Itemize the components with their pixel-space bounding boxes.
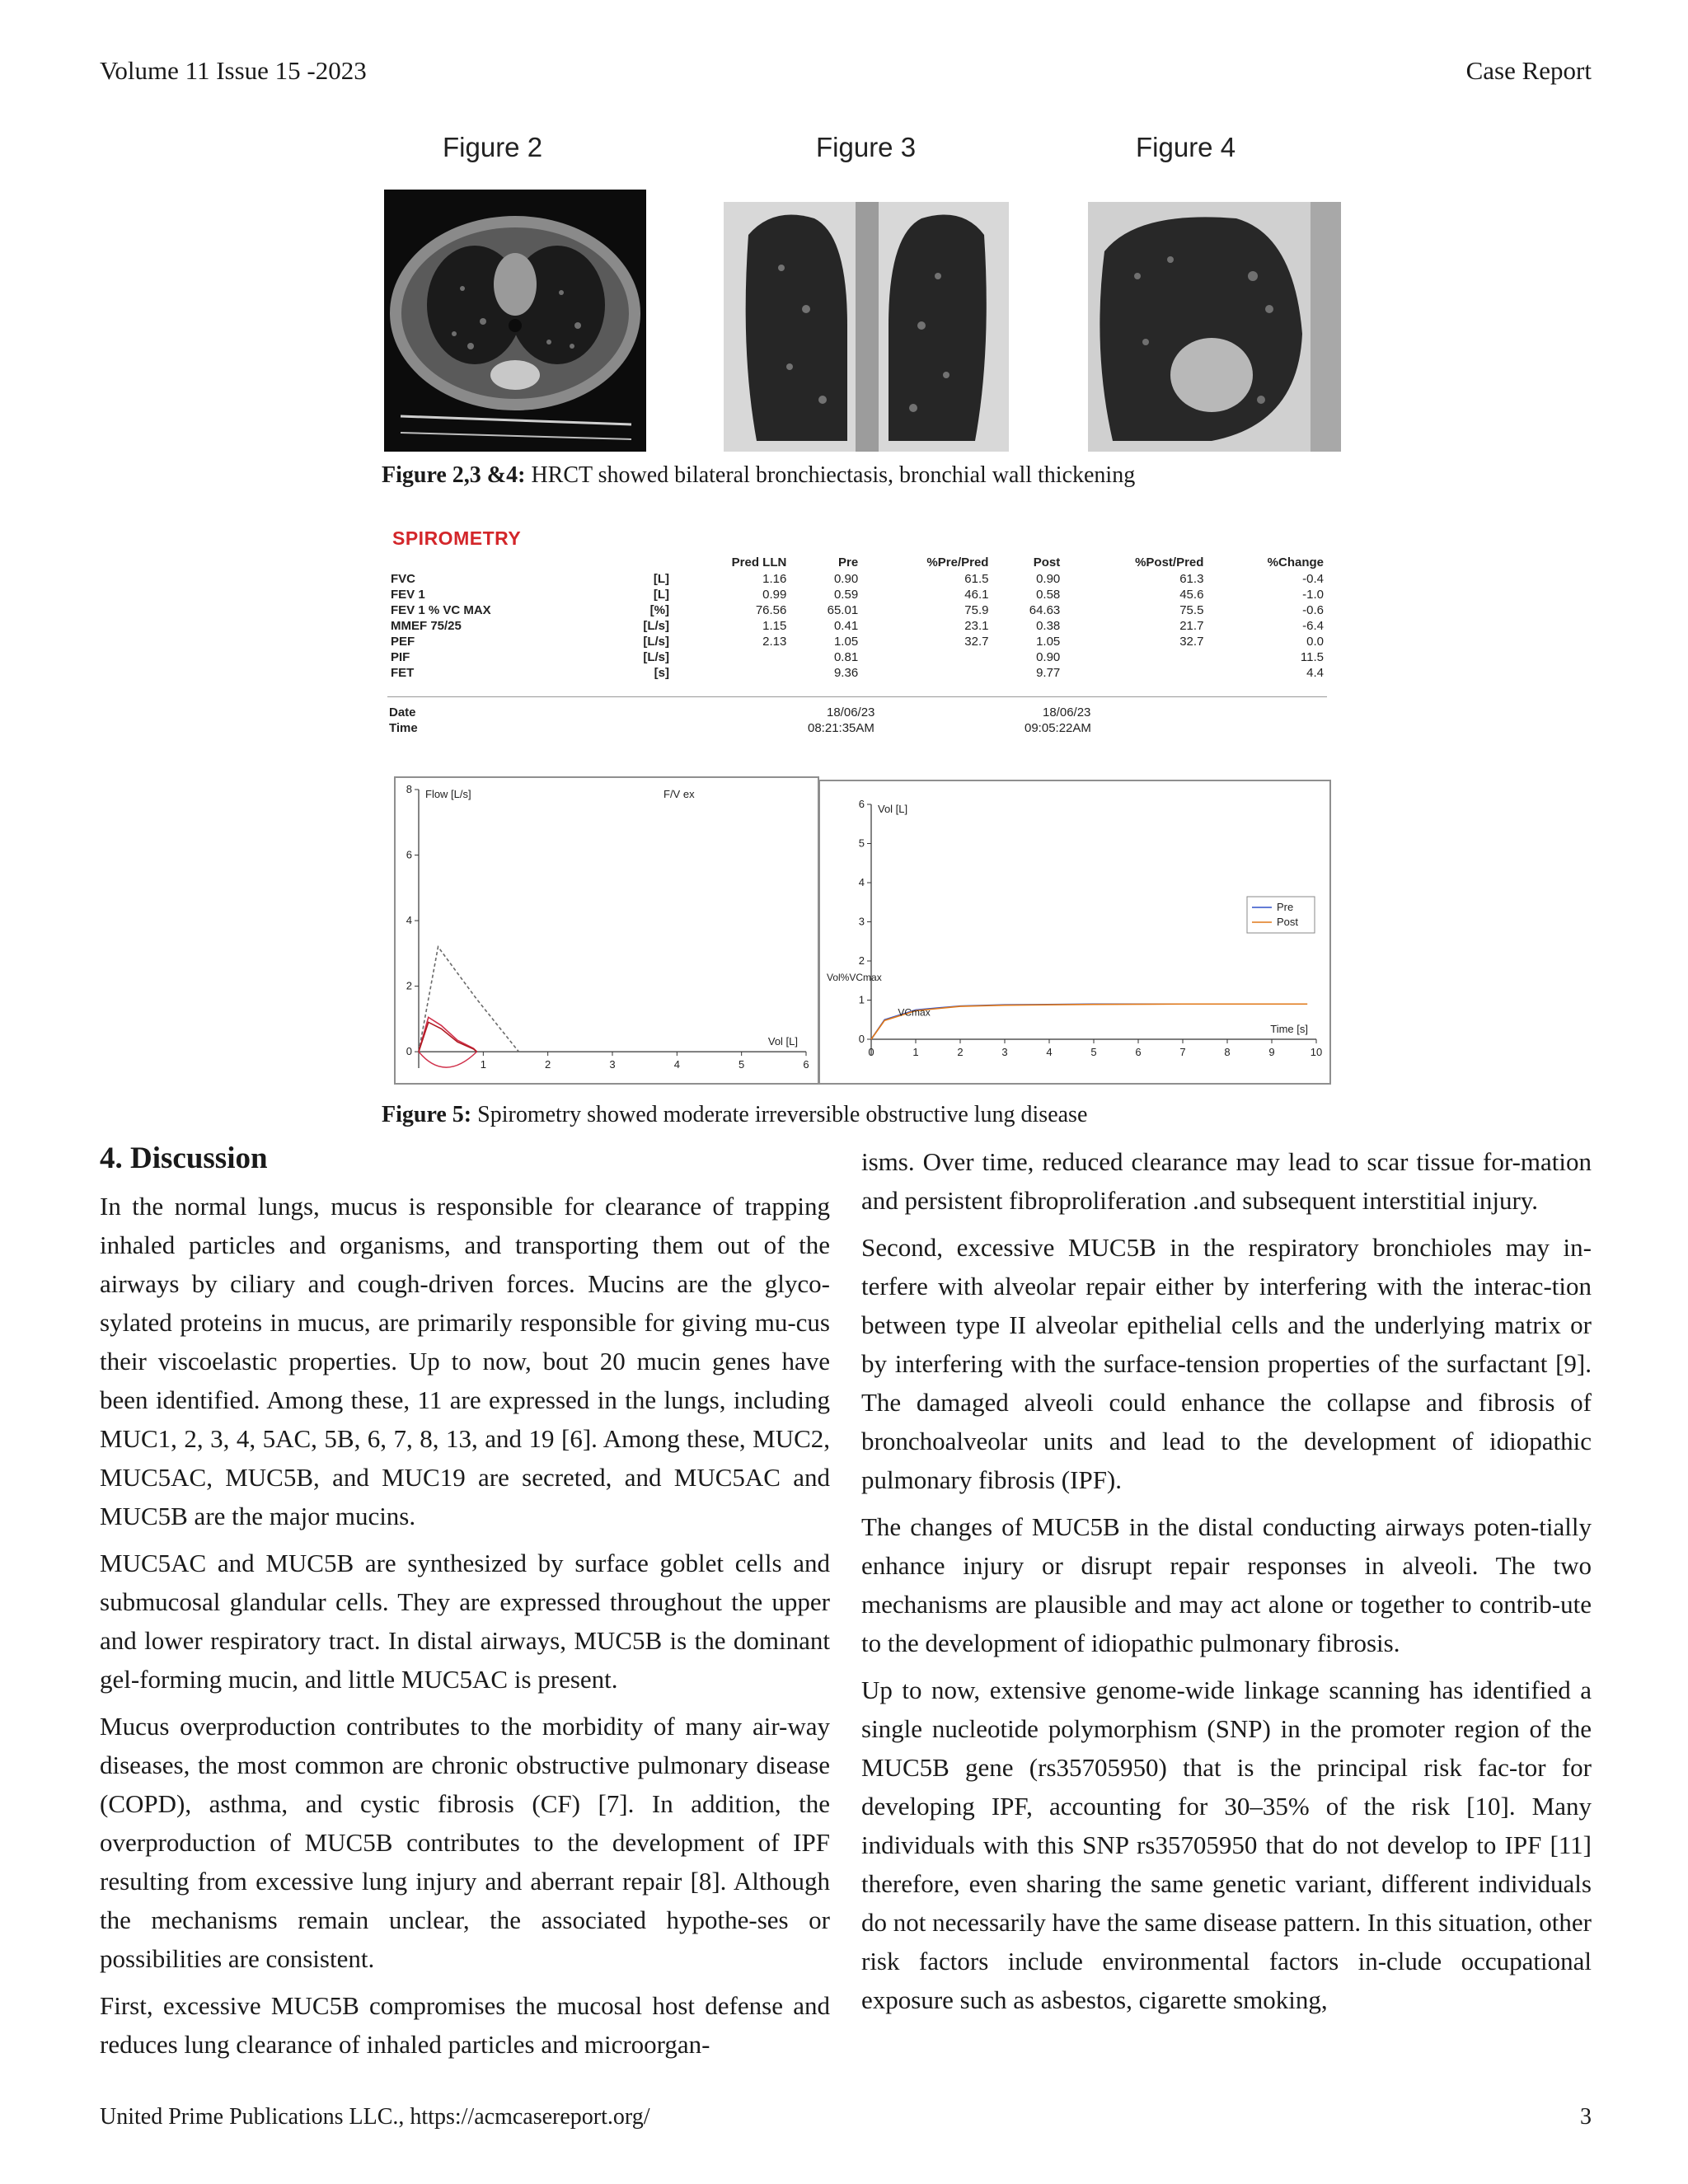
spirometry-cell: FET bbox=[391, 666, 415, 680]
spirometry-row bbox=[387, 618, 1327, 634]
col-header bbox=[567, 554, 673, 571]
caption-text: Spirometry showed moderate irreversible obstructive lung disease bbox=[471, 1102, 1088, 1127]
spirometry-cell: [L/s] bbox=[643, 635, 669, 649]
paragraph: MUC5AC and MUC5B are synthesized by surface goblet cells and submucosal glandular cells. They are expressed throughout the upper and lower respiratory tract. In distal airways, MUC5B is the dominant gel-forming mucin, and little MUC5AC is present. bbox=[100, 1549, 830, 1694]
inspiratory-loop-pre bbox=[419, 1052, 477, 1067]
figure-2-label: Figure 2 bbox=[443, 132, 543, 162]
paragraph: The changes of MUC5B in the distal conducting airways poten-tially enhance injury or disrupt repair responses in alveoli. The two mechanisms are plausible and may act alone or together to contrib-ute to the development of idiopathic pulmonary fibrosis. bbox=[861, 1512, 1592, 1657]
spirometry-cell: 45.6 bbox=[1179, 588, 1204, 602]
x-tick-label: 3 bbox=[609, 1058, 616, 1071]
spirometry-cell: [L] bbox=[653, 572, 669, 586]
paragraph: In the normal lungs, mucus is responsible for clearance of trapping inhaled particles and organisms, and transporting them out of the airways by ciliary and cough-driven forces. Mucins are the glyco-sylated proteins in mucus, are primarily responsible for giving mu-cus their viscoelastic properties. Up to now, bout 20 mucin genes have been identified. Among these, 11 are expressed in the lungs, including MUC1, 2, 3, 4, 5AC, 5B, 6, 7, 8, 13, and 19 [6]. Among these, MUC2, MUC5AC, MUC5B, and MUC19 are secreted, and MUC5AC and MUC5B are the major mucins. bbox=[100, 1192, 830, 1530]
annotation-vol-vcmax: Vol%VCmax bbox=[827, 971, 882, 983]
spirometry-cell bbox=[673, 665, 790, 681]
spirometry-cell: -6.4 bbox=[1302, 619, 1324, 633]
running-header-volume: Volume 11 Issue 15 -2023 bbox=[100, 56, 367, 85]
spirometry-cell: 0.58 bbox=[1036, 588, 1061, 602]
spirometry-cell: 32.7 bbox=[1179, 635, 1204, 649]
spirometry-cell bbox=[861, 665, 992, 681]
spirometry-divider bbox=[387, 696, 1327, 697]
spirometry-cell: 23.1 bbox=[964, 619, 989, 633]
spirometry-cell: FEV 1 bbox=[391, 588, 425, 602]
spirometry-cell: 61.5 bbox=[964, 572, 989, 586]
x-tick-label: 4 bbox=[1046, 1046, 1053, 1058]
spirometry-cell: [L] bbox=[653, 588, 669, 602]
pre-time: 08:21:35AM bbox=[808, 721, 874, 735]
volume-time-chart-frame bbox=[818, 780, 1331, 1085]
y-tick-label: 6 bbox=[858, 798, 865, 810]
x-tick-label: 6 bbox=[1135, 1046, 1142, 1058]
spirometry-cell: 61.3 bbox=[1179, 572, 1204, 586]
x-tick-label: 3 bbox=[1001, 1046, 1008, 1058]
post-time: 09:05:22AM bbox=[1025, 721, 1091, 735]
spirometry-cell: -1.0 bbox=[1302, 588, 1324, 602]
section-title-discussion: 4. Discussion bbox=[100, 1141, 268, 1175]
spirometry-row bbox=[387, 665, 1327, 681]
y-tick-label: 2 bbox=[406, 979, 412, 992]
spirometry-row bbox=[387, 571, 1327, 587]
discussion-right-column bbox=[861, 1142, 1592, 2027]
caption-label: Figure 5: bbox=[382, 1102, 472, 1127]
spirometry-cell bbox=[1063, 665, 1207, 681]
date-label: Date bbox=[389, 705, 416, 719]
spirometry-cell: PIF bbox=[391, 650, 410, 664]
paragraph: isms. Over time, reduced clearance may lead to scar tissue for-mation and persistent fibroproliferation .and subsequent interstitial injury. bbox=[861, 1147, 1592, 1215]
x-tick-label: 6 bbox=[803, 1058, 809, 1071]
x-tick-label: 1 bbox=[480, 1058, 486, 1071]
spirometry-cell: 9.77 bbox=[1036, 666, 1061, 680]
paragraph: First, excessive MUC5B compromises the mucosal host defense and reduces lung clearance of inhaled particles and microorgan- bbox=[100, 1991, 830, 2059]
spirometry-cell: -0.4 bbox=[1302, 572, 1324, 586]
spirometry-cell: PEF bbox=[391, 635, 415, 649]
footer-publisher: United Prime Publications LLC., https://acmcasereport.org/ bbox=[100, 2104, 650, 2130]
series-line-predicted bbox=[419, 947, 518, 1052]
y-tick-label: 2 bbox=[858, 954, 865, 967]
spirometry-row bbox=[387, 587, 1327, 602]
spirometry-row bbox=[387, 602, 1327, 618]
spirometry-cell: 4.4 bbox=[1306, 666, 1324, 680]
y-tick-label: 0 bbox=[406, 1045, 412, 1058]
spirometry-cell bbox=[1063, 649, 1207, 665]
spirometry-cell: 1.15 bbox=[762, 619, 787, 633]
spirometry-cell: 0.90 bbox=[833, 572, 859, 586]
spirometry-cell bbox=[861, 649, 992, 665]
spirometry-header-row bbox=[387, 554, 1327, 571]
spirometry-cell: 11.5 bbox=[1300, 650, 1324, 664]
x-tick-label: 10 bbox=[1310, 1046, 1323, 1058]
paragraph: Mucus overproduction contributes to the morbidity of many air-way diseases, the most common are chronic obstructive pulmonary disease (COPD), asthma, and cystic fibrosis (CF) [7]. In addition, the overproduction of MUC5B contributes to the development of IPF resulting from excessive lung injury and aberrant repair [8]. Although the mechanisms remain unclear, the associated hypothe-ses or possibilities are consistent. bbox=[100, 1712, 830, 1973]
x-tick-label: 5 bbox=[1090, 1046, 1097, 1058]
caption-label: Figure 2,3 &4: bbox=[382, 462, 526, 488]
spirometry-cell: 0.38 bbox=[1036, 619, 1061, 633]
spirometry-cell: 2.13 bbox=[762, 635, 787, 649]
y-tick-label: 6 bbox=[406, 848, 412, 861]
y-tick-label: 3 bbox=[858, 915, 865, 928]
spirometry-row bbox=[387, 634, 1327, 649]
y-tick-label: 0 bbox=[858, 1033, 865, 1045]
col-header bbox=[387, 554, 567, 571]
spirometry-cell: FEV 1 % VC MAX bbox=[391, 603, 491, 617]
x-tick-label: 0 bbox=[868, 1046, 874, 1058]
y-tick-label: 8 bbox=[406, 783, 412, 795]
legend-entry: Post bbox=[1277, 916, 1299, 928]
spirometry-cell: 75.5 bbox=[1179, 603, 1204, 617]
annotation-vcmax: VCmax bbox=[898, 1006, 931, 1019]
col-header: %Change bbox=[1267, 555, 1324, 569]
figure-3-ct-coronal-image bbox=[724, 202, 1009, 452]
spirometry-cell: [%] bbox=[649, 603, 669, 617]
spirometry-cell: 75.9 bbox=[964, 603, 989, 617]
y-axis-label: Vol [L] bbox=[878, 803, 908, 815]
spirometry-cell: 1.16 bbox=[762, 572, 787, 586]
spirometry-title: SPIROMETRY bbox=[392, 527, 522, 549]
spirometry-cell: 9.36 bbox=[833, 666, 859, 680]
spirometry-cell: 0.90 bbox=[1036, 650, 1061, 664]
x-tick-label: 5 bbox=[738, 1058, 745, 1071]
paragraph: Second, excessive MUC5B in the respiratory bronchioles may in-terfere with alveolar repair either by interfering with the interac-tion between type II alveolar epithelial cells and the underlying matrix or by interfering with the surface-tension properties of the surfactant [9]. The damaged alveoli could enhance the collapse and fibrosis of bronchoalveolar units and lead to the development of idiopathic pulmonary fibrosis (IPF). bbox=[861, 1233, 1592, 1494]
spirometry-cell: 21.7 bbox=[1179, 619, 1204, 633]
spirometry-cell: [s] bbox=[654, 666, 669, 680]
y-axis-label: Flow [L/s] bbox=[425, 788, 471, 800]
spirometry-row bbox=[387, 649, 1327, 665]
spirometry-cell: 1.05 bbox=[1036, 635, 1061, 649]
y-tick-label: 4 bbox=[406, 914, 412, 927]
figure-4-label: Figure 4 bbox=[1136, 132, 1236, 162]
running-header-type: Case Report bbox=[1465, 56, 1592, 85]
discussion-left-column bbox=[100, 1187, 830, 2072]
spirometry-cell: 65.01 bbox=[827, 603, 859, 617]
legend-entry: Pre bbox=[1277, 901, 1294, 913]
x-tick-label: 2 bbox=[545, 1058, 551, 1071]
spirometry-cell: 0.90 bbox=[1036, 572, 1061, 586]
y-tick-label: 1 bbox=[858, 993, 865, 1006]
spirometry-cell: 1.05 bbox=[833, 635, 859, 649]
spirometry-cell: 0.99 bbox=[762, 588, 787, 602]
x-tick-label: 8 bbox=[1224, 1046, 1231, 1058]
col-header: %Pre/Pred bbox=[926, 555, 989, 569]
figure-2-ct-axial-image bbox=[384, 190, 646, 452]
spirometry-cell: 0.59 bbox=[833, 588, 859, 602]
flow-volume-chart-frame bbox=[394, 776, 819, 1085]
x-axis-label: Vol [L] bbox=[767, 1035, 798, 1048]
spirometry-cell: 0.81 bbox=[833, 650, 859, 664]
spirometry-cell: [L/s] bbox=[643, 650, 669, 664]
time-label: Time bbox=[389, 721, 418, 735]
col-header: Pred LLN bbox=[731, 555, 787, 569]
col-header: Post bbox=[1033, 555, 1061, 569]
spirometry-table bbox=[387, 554, 1327, 681]
spirometry-cell: 0.0 bbox=[1306, 635, 1324, 649]
x-tick-label: 1 bbox=[912, 1046, 919, 1058]
figure-4-ct-sagittal-image bbox=[1088, 202, 1341, 452]
spirometry-cell: -0.6 bbox=[1302, 603, 1324, 617]
spirometry-cell bbox=[673, 649, 790, 665]
spirometry-cell: 0.41 bbox=[833, 619, 859, 633]
figure-5-caption bbox=[382, 1102, 1087, 1128]
x-tick-label: 9 bbox=[1268, 1046, 1275, 1058]
spirometry-cell: 46.1 bbox=[964, 588, 989, 602]
col-header: Pre bbox=[837, 555, 859, 569]
flow-volume-chart bbox=[396, 778, 818, 1083]
col-header: %Post/Pred bbox=[1135, 555, 1204, 569]
caption-text: HRCT showed bilateral bronchiectasis, bronchial wall thickening bbox=[525, 462, 1136, 488]
volume-time-chart bbox=[820, 781, 1329, 1083]
x-tick-label: 2 bbox=[957, 1046, 964, 1058]
paragraph: Up to now, extensive genome-wide linkage scanning has identified a single nucleotide polymorphism (SNP) in the promoter region of the MUC5B gene (rs35705950) that is the principal risk fac-tor for developing IPF, accounting for 30–35% of the risk [10]. Many individuals with this SNP rs35705950 that do not develop to IPF [11] therefore, even sharing the same genetic variant, different individuals do not necessarily have the same disease pattern. In this situation, other risk factors include environmental factors in-clude occupational exposure such as asbestos, cigarette smoking, bbox=[861, 1675, 1592, 2014]
figure-3-label: Figure 3 bbox=[816, 132, 917, 162]
spirometry-cell: FVC bbox=[391, 572, 415, 586]
y-tick-label: 5 bbox=[858, 837, 865, 850]
chart-title: F/V ex bbox=[663, 788, 695, 800]
spirometry-cell: [L/s] bbox=[643, 619, 669, 633]
series-line-post bbox=[419, 1022, 477, 1052]
x-axis-label: Time [s] bbox=[1270, 1023, 1308, 1035]
x-tick-label: 4 bbox=[673, 1058, 680, 1071]
figure-2-3-4-caption bbox=[382, 462, 1135, 489]
post-date: 18/06/23 bbox=[1043, 705, 1091, 719]
page-number: 3 bbox=[1580, 2104, 1592, 2130]
spirometry-cell: 64.63 bbox=[1029, 603, 1061, 617]
pre-date: 18/06/23 bbox=[827, 705, 875, 719]
spirometry-cell: 32.7 bbox=[964, 635, 989, 649]
series-line-post bbox=[871, 1004, 1307, 1039]
y-tick-label: 4 bbox=[858, 876, 865, 888]
spirometry-cell: MMEF 75/25 bbox=[391, 619, 462, 633]
spirometry-cell: 76.56 bbox=[755, 603, 787, 617]
x-tick-label: 7 bbox=[1179, 1046, 1186, 1058]
